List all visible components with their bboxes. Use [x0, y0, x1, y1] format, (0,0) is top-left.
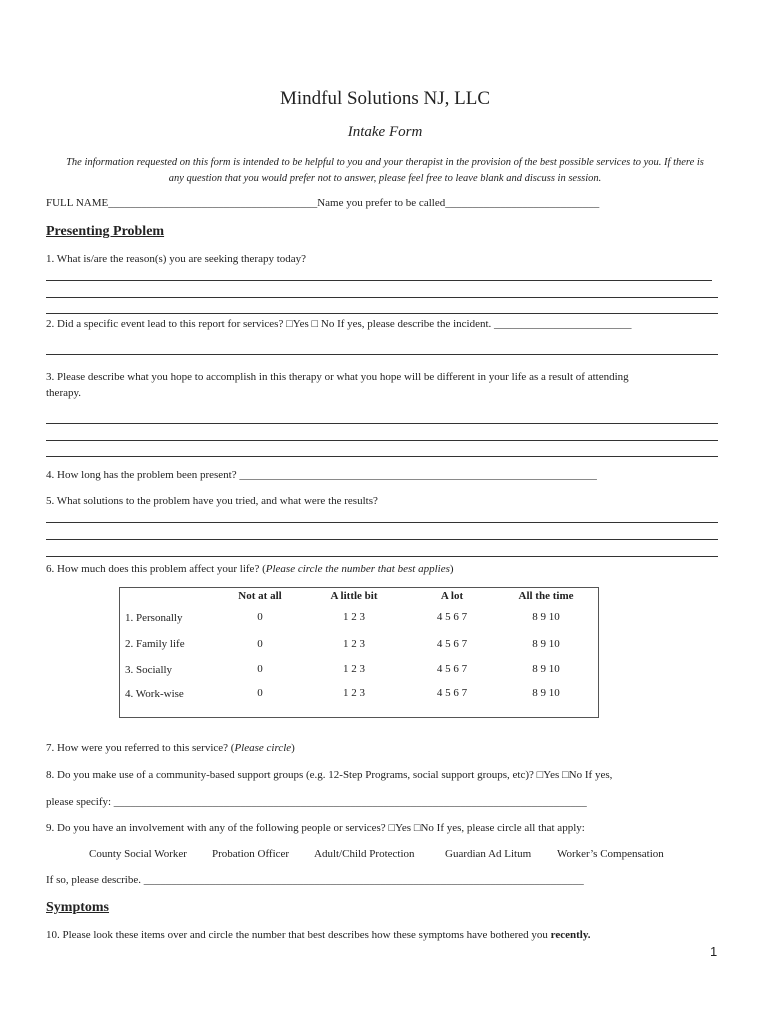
option-county-social-worker[interactable]: County Social Worker	[89, 848, 187, 860]
answer-line[interactable]	[46, 556, 718, 557]
question-6: 6. How much does this problem affect your life? (Please circle the number that best applies)	[46, 563, 454, 575]
question-2: 2. Did a specific event lead to this report for services? □Yes □ No If yes, please describe the incident. _________________________	[46, 318, 632, 330]
rating-option[interactable]: 8 9 10	[532, 663, 560, 675]
rating-option[interactable]: 1 2 3	[343, 638, 365, 650]
form-subtitle: Intake Form	[347, 124, 423, 140]
rating-option[interactable]: 1 2 3	[343, 663, 365, 675]
page-number: 1	[710, 944, 718, 959]
table-row-label: 2. Family life	[125, 638, 185, 650]
intro-paragraph: The information requested on this form is intended to be helpful to you and your therapist in the provision of the best possible services to you. If there is any question that you would prefer not to answer, please feel free to leave blank and discuss in session.	[66, 157, 704, 184]
answer-line[interactable]	[46, 354, 718, 355]
answer-line[interactable]	[46, 456, 718, 457]
option-guardian-ad-litum[interactable]: Guardian Ad Litum	[445, 848, 532, 860]
table-row-label: 1. Personally	[125, 612, 183, 624]
presenting-problem-heading: Presenting Problem	[46, 224, 165, 239]
column-header: Not at all	[238, 590, 282, 602]
table-row-label: 4. Work-wise	[125, 688, 184, 700]
rating-option[interactable]: 4 5 6 7	[436, 663, 468, 675]
answer-line[interactable]	[46, 297, 718, 298]
question-8-specify[interactable]: please specify: ______________________________________________________________________________________	[46, 796, 587, 808]
document-title: Mindful Solutions NJ, LLC	[279, 88, 491, 109]
rating-option[interactable]: 8 9 10	[532, 611, 560, 623]
question-5: 5. What solutions to the problem have you tried, and what were the results?	[46, 495, 378, 507]
option-workers-compensation[interactable]: Worker’s Compensation	[557, 848, 664, 860]
rating-option[interactable]: 1 2 3	[343, 687, 365, 699]
answer-line[interactable]	[46, 280, 712, 281]
column-header: A little bit	[330, 590, 378, 602]
describe-field[interactable]: If so, please describe. ________________________________________________________________________________	[46, 874, 584, 886]
symptoms-heading: Symptoms	[46, 900, 110, 915]
question-10: 10. Please look these items over and circle the number that best describes how these symptoms have bothered you recently.	[46, 929, 591, 941]
option-adult-child-protection[interactable]: Adult/Child Protection	[314, 848, 415, 860]
rating-option[interactable]: 8 9 10	[532, 638, 560, 650]
table-row-label: 3. Socially	[125, 664, 173, 676]
question-3-cont: therapy.	[46, 387, 82, 399]
answer-line[interactable]	[46, 522, 718, 523]
column-header: A lot	[440, 590, 464, 602]
question-8: 8. Do you make use of a community-based support groups (e.g. 12-Step Programs, social support groups, etc)? □Yes □No If yes,	[46, 769, 613, 781]
rating-option[interactable]: 0	[257, 638, 263, 650]
rating-option[interactable]: 1 2 3	[343, 611, 365, 623]
answer-line[interactable]	[46, 423, 718, 424]
answer-line[interactable]	[46, 539, 718, 540]
rating-option[interactable]: 0	[257, 663, 263, 675]
question-9: 9. Do you have an involvement with any of the following people or services? □Yes □No If yes, please circle all that apply:	[46, 822, 585, 834]
answer-line[interactable]	[46, 440, 718, 441]
rating-option[interactable]: 0	[257, 687, 263, 699]
rating-option[interactable]: 0	[257, 611, 263, 623]
rating-option[interactable]: 4 5 6 7	[436, 687, 468, 699]
answer-line[interactable]	[46, 313, 718, 314]
question-1: 1. What is/are the reason(s) you are seeking therapy today?	[46, 253, 307, 265]
question-7: 7. How were you referred to this service? (Please circle)	[46, 742, 295, 754]
question-3: 3. Please describe what you hope to accomplish in this therapy or what you hope will be different in your life as a result of attending	[46, 371, 629, 383]
column-header: All the time	[518, 590, 574, 602]
rating-option[interactable]: 4 5 6 7	[436, 638, 468, 650]
option-probation-officer[interactable]: Probation Officer	[212, 848, 290, 860]
question-4: 4. How long has the problem been present? _________________________________________________________________	[46, 469, 597, 481]
full-name-field[interactable]: FULL NAME______________________________________Name you prefer to be called____________________________	[46, 197, 600, 209]
rating-option[interactable]: 8 9 10	[532, 687, 560, 699]
rating-option[interactable]: 4 5 6 7	[436, 611, 468, 623]
